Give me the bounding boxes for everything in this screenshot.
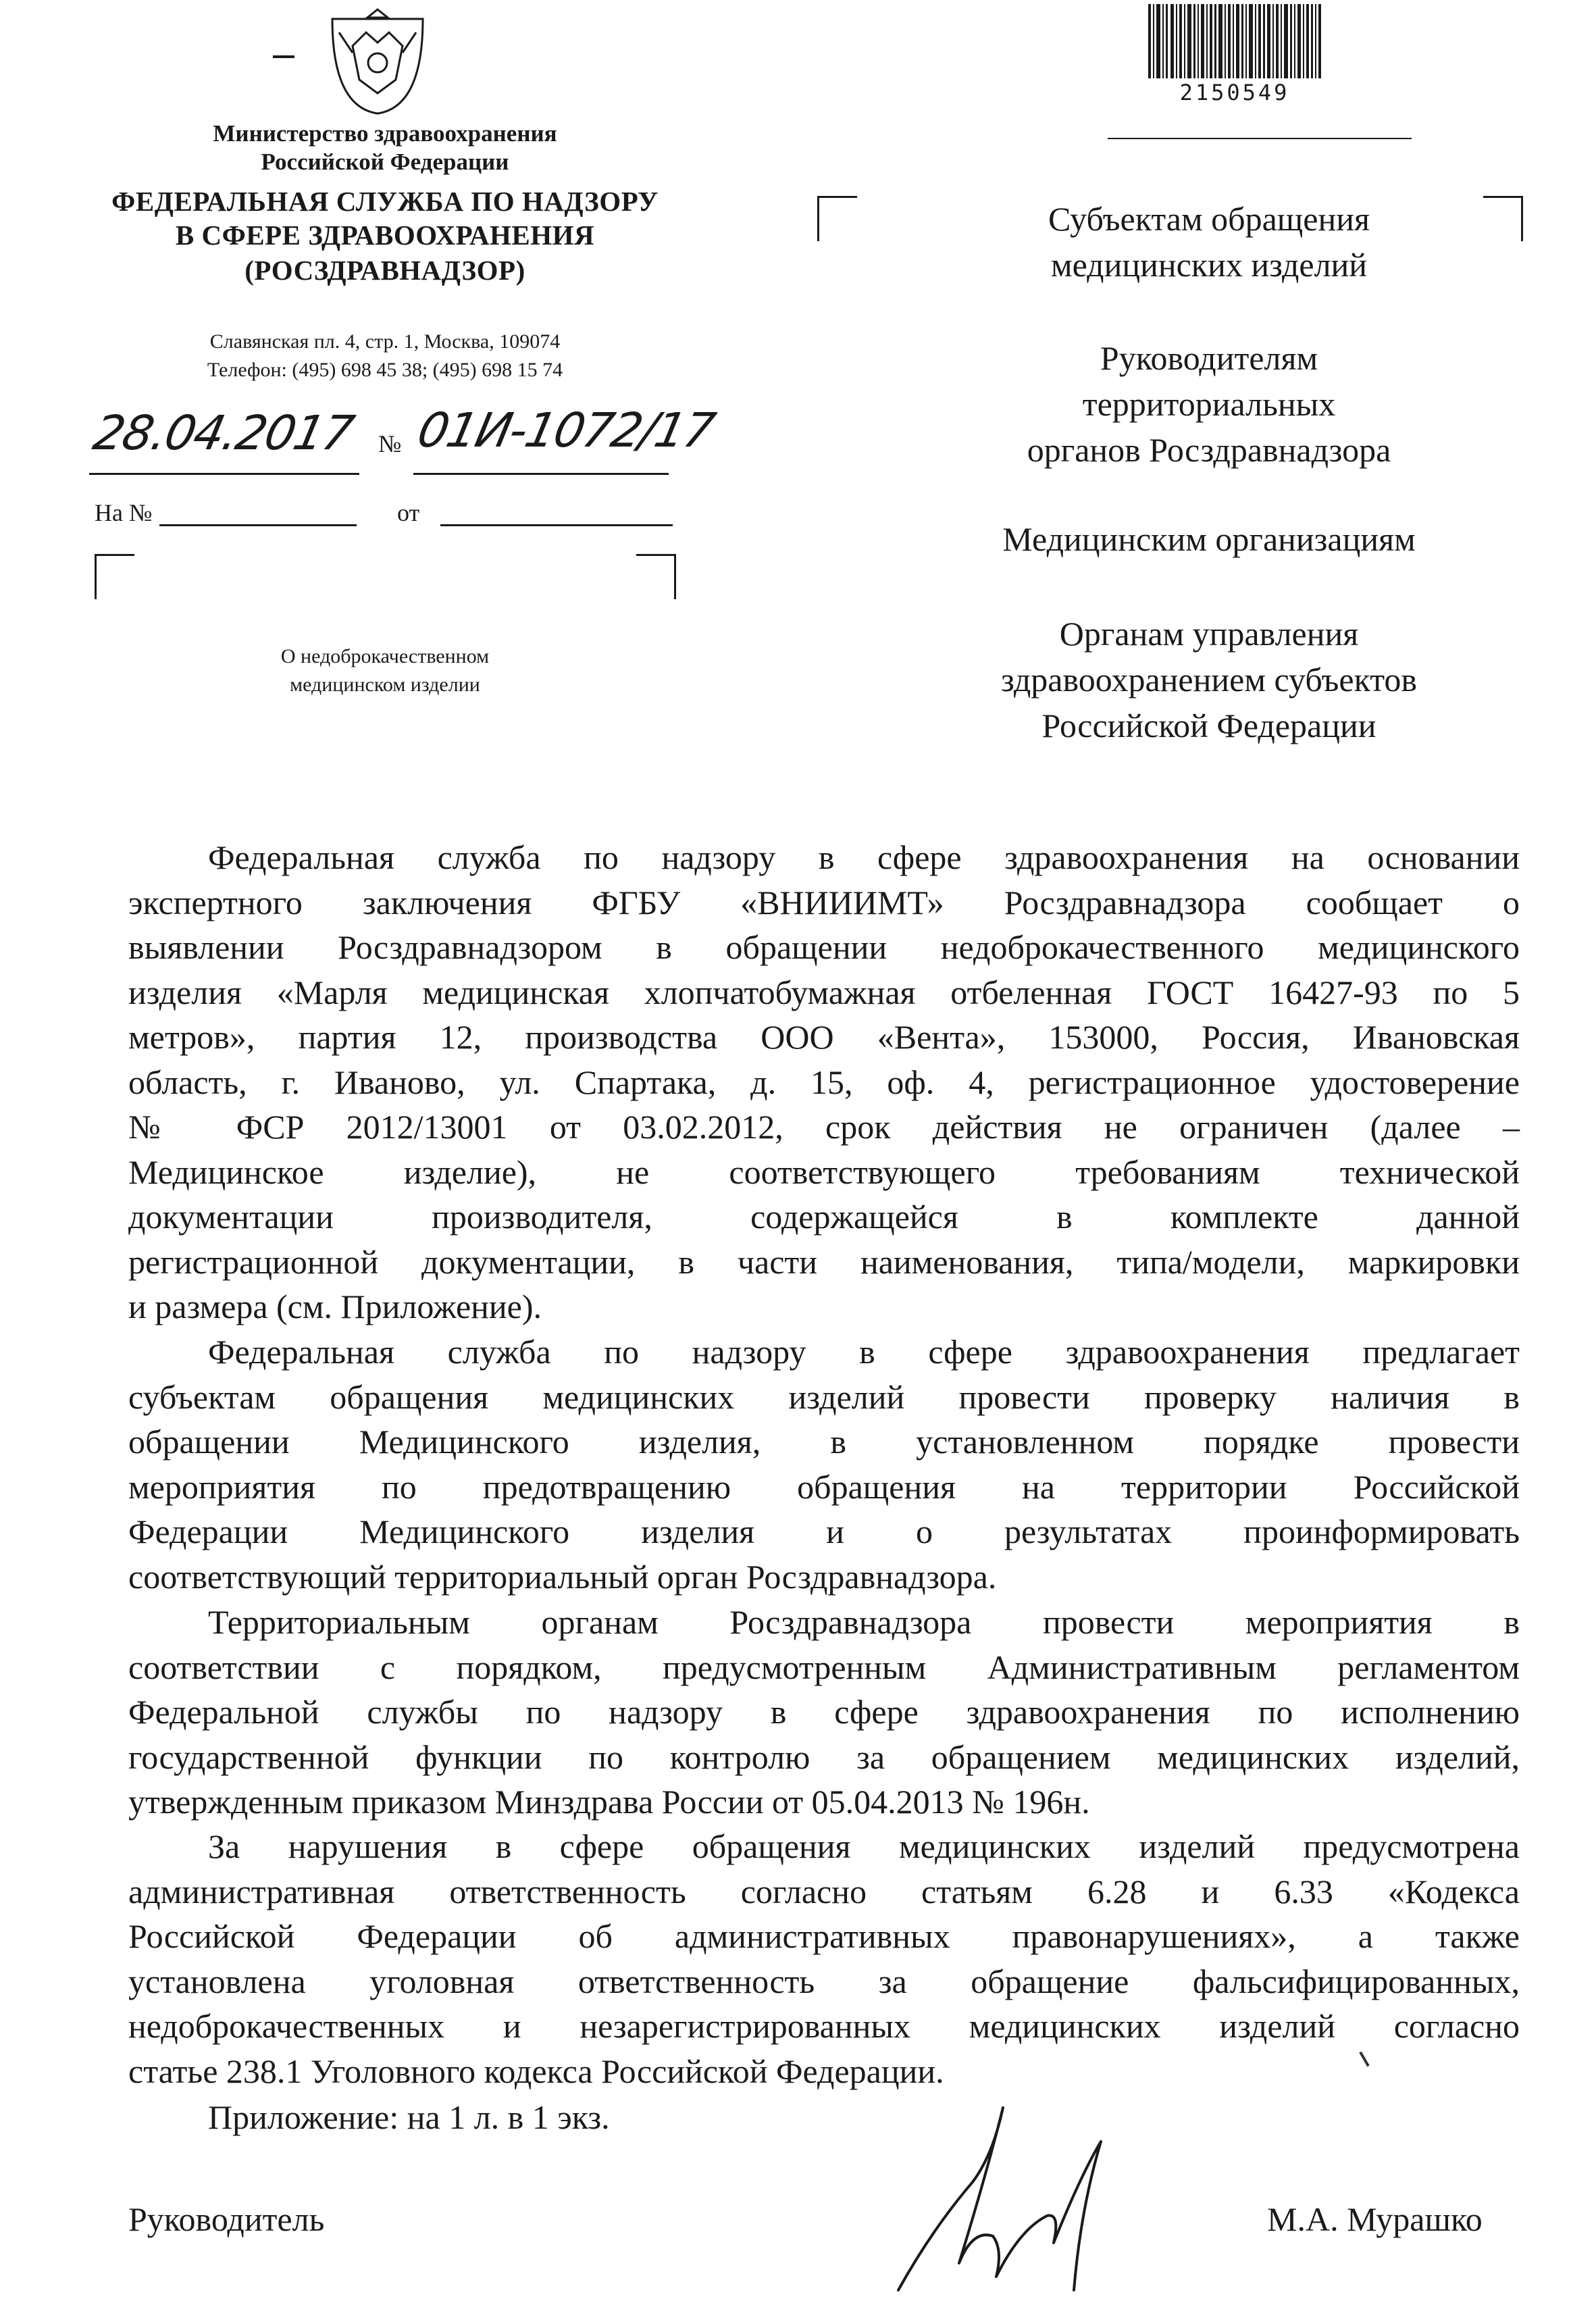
- reply-from-line: [440, 524, 673, 526]
- service-name-line-2: В СФЕРЕ ЗДРАВООХРАНЕНИЯ: [175, 220, 595, 251]
- addressee-line: Медицинским организациям: [1002, 520, 1416, 558]
- text-line: документации производителя, содержащейся в комплекте данной: [128, 1198, 1520, 1236]
- reply-from-label: от: [397, 499, 420, 526]
- registration-date-underline: [89, 473, 359, 475]
- text-line: статье 238.1 Уголовного кодекса Российской Федерации.: [128, 2052, 944, 2090]
- text-line: № ФСР 2012/13001 от 03.02.2012, срок действия не ограничен (далее –: [128, 1108, 1520, 1146]
- paragraph-1: [128, 835, 1520, 1329]
- reply-to-line: [159, 524, 357, 526]
- addressee-line: территориальных: [1082, 385, 1336, 423]
- subject-corner-left: [95, 554, 134, 599]
- addressee-block-1: [932, 196, 1486, 288]
- text-line: административная ответственность согласно статьям 6.28 и 6.33 «Кодекса: [128, 1872, 1520, 1910]
- registration-number-label: №: [378, 430, 402, 457]
- text-line: метров», партия 12, производства ООО «Вента», 153000, Россия, Ивановская: [128, 1018, 1520, 1056]
- ministry-name-line-1: Министерство здравоохранения: [213, 120, 557, 147]
- text-line: Федерации Медицинского изделия и о результатах проинформировать: [128, 1513, 1520, 1550]
- subject-line-1: О недоброкачественном: [280, 645, 490, 667]
- addressee-block-3: [932, 516, 1486, 562]
- text-line: соответствующий территориальный орган Росздравнадзора.: [128, 1557, 997, 1596]
- ministry-name-line-2: Российской Федерации: [261, 149, 509, 175]
- subject-line-2: медицинском изделии: [290, 674, 480, 696]
- text-line: изделия «Марля медицинская хлопчатобумажная отбеленная ГОСТ 16427-93 по 5: [128, 973, 1520, 1011]
- coat-of-arms-emblem-icon: [326, 5, 430, 116]
- text-line: выявлении Росздравнадзором в обращении недоброкачественного медицинского: [128, 928, 1520, 966]
- paragraph-2: [128, 1329, 1520, 1599]
- registration-date: 28.04.2017: [88, 405, 358, 461]
- registration-number: 01И-1072/17: [413, 403, 719, 458]
- dash-mark: [273, 55, 294, 58]
- text-line: Территориальным органам Росздравнадзора провести мероприятия в: [208, 1603, 1520, 1641]
- addressee-line: здравоохранением субъектов: [1000, 661, 1418, 699]
- addressee-line: медицинских изделий: [1050, 246, 1368, 284]
- reply-to-label: На №: [95, 499, 153, 526]
- text-line: Федеральная служба по надзору в сфере здравоохранения предлагает: [208, 1333, 1520, 1371]
- addressee-line: органов Росздравнадзора: [1027, 431, 1391, 469]
- text-line: государственной функции по контролю за обращением медицинских изделий,: [128, 1738, 1520, 1776]
- addressee-line: Субъектам обращения: [1048, 200, 1370, 238]
- text-line: установлена уголовная ответственность за обращение фальсифицированных,: [128, 1962, 1520, 2000]
- addressee-line: Российской Федерации: [1041, 707, 1376, 744]
- subject-corner-right: [636, 554, 676, 599]
- addressee-line: Органам управления: [1059, 615, 1359, 653]
- text-line: мероприятия по предотвращению обращения на территории Российской: [128, 1467, 1520, 1506]
- signer-role: Руководитель: [128, 2200, 325, 2238]
- addressee-corner-left: [817, 196, 857, 241]
- text-line: утвержденным приказом Минздрава России от 05.04.2013 № 196н.: [128, 1783, 1090, 1821]
- barcode-icon: [1148, 4, 1321, 78]
- annex-note: Приложение: на 1 л. в 1 экз.: [208, 2098, 610, 2136]
- signature-icon: [858, 2094, 1182, 2297]
- text-line: субъектам обращения медицинских изделий провести проверку наличия в: [128, 1377, 1520, 1416]
- text-line: область, г. Иваново, ул. Спартака, д. 15, оф. 4, регистрационное удостоверение: [128, 1063, 1520, 1101]
- text-line: Медицинское изделие), не соответствующего требованиям технической: [128, 1152, 1520, 1191]
- barcode-number: 2150549: [1179, 80, 1290, 105]
- barcode-underline: [1108, 138, 1412, 139]
- addressee-block-4: [932, 611, 1486, 749]
- registration-number-underline: [413, 473, 669, 475]
- paragraph-4: [128, 1824, 1520, 2094]
- paragraph-3: [128, 1600, 1520, 1825]
- text-line: обращении Медицинского изделия, в установленном порядке провести: [128, 1423, 1520, 1461]
- text-line: Российской Федерации об административных правонарушениях», а также: [128, 1917, 1520, 1955]
- service-name-line-1: ФЕДЕРАЛЬНАЯ СЛУЖБА ПО НАДЗОРУ: [111, 186, 659, 217]
- text-line: экспертного заключения ФГБУ «ВНИИИМТ» Росздравнадзора сообщает о: [128, 883, 1520, 921]
- signer-name: М.А. Мурашко: [1267, 2200, 1483, 2238]
- text-line: За нарушения в сфере обращения медицинских изделий предусмотрена: [208, 1827, 1520, 1865]
- service-name-line-3: (РОСЗДРАВНАДЗОР): [244, 255, 525, 286]
- text-line: недоброкачественных и незарегистрированных медицинских изделий согласно: [128, 2007, 1520, 2045]
- phone-line: Телефон: (495) 698 45 38; (495) 698 15 74: [207, 359, 563, 381]
- text-line: Федеральной службы по надзору в сфере здравоохранения по исполнению: [128, 1693, 1520, 1731]
- text-line: соответствии с порядком, предусмотренным Административным регламентом: [128, 1648, 1520, 1686]
- address-line: Славянская пл. 4, стр. 1, Москва, 109074: [209, 330, 561, 353]
- addressee-corner-right: [1483, 196, 1523, 241]
- text-line: регистрационной документации, в части наименования, типа/модели, маркировки: [128, 1242, 1520, 1281]
- text-line: Федеральная служба по надзору в сфере здравоохранения на основании: [208, 838, 1520, 876]
- text-line: и размера (см. Приложение).: [128, 1288, 542, 1325]
- addressee-line: Руководителям: [1100, 339, 1318, 377]
- addressee-block-2: [932, 335, 1486, 473]
